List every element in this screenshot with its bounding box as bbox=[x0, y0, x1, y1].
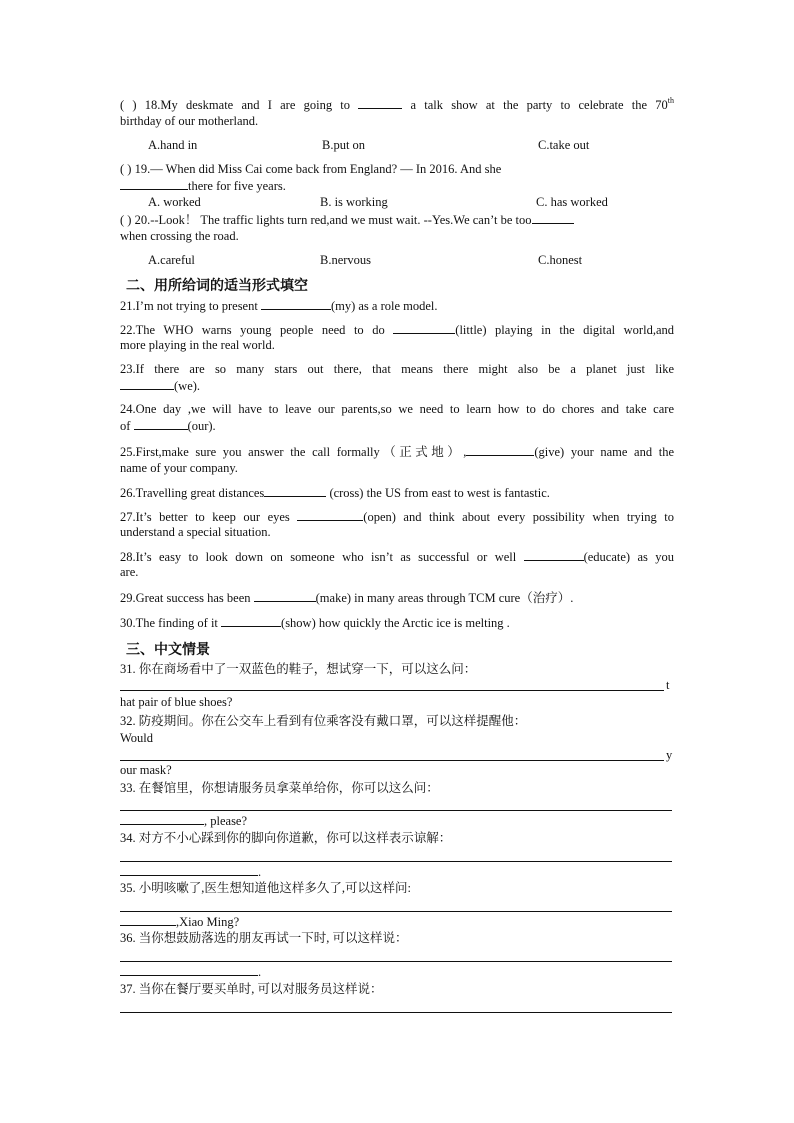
answer-line[interactable] bbox=[120, 1012, 672, 1013]
question-29: 29.Great success has been (make) in many areas through TCM cure（治疗）. bbox=[120, 591, 574, 605]
question-34-prompt: 34. 对方不小心踩到你的脚向你道歉，你可以这样表示谅解： bbox=[120, 831, 452, 845]
question-30: 30.The finding of it (show) how quickly the Arctic ice is melting . bbox=[120, 616, 510, 630]
question-18-line2: birthday of our motherland. bbox=[120, 114, 259, 128]
question-26: 26.Travelling great distances (cross) the US from east to west is fantastic. bbox=[120, 486, 550, 500]
question-24-line2: of (our). bbox=[120, 419, 216, 433]
question-33-prompt: 33. 在餐馆里，你想请服务员拿菜单给你，你可以这么问： bbox=[120, 781, 439, 795]
option-c[interactable]: C.take out bbox=[538, 138, 590, 152]
question-21: 21.I’m not trying to present (my) as a role model. bbox=[120, 299, 438, 313]
blank[interactable] bbox=[221, 614, 281, 627]
blank[interactable] bbox=[254, 589, 316, 602]
question-35-line2: ,Xiao Ming? bbox=[120, 913, 239, 930]
answer-line[interactable] bbox=[120, 861, 672, 862]
question-23-line2: (we). bbox=[120, 377, 200, 394]
question-24-line1: 24.One day ,we will have to leave our parents,so we need to learn how to do chores and take care bbox=[120, 402, 674, 416]
option-c[interactable]: C. has worked bbox=[536, 195, 608, 209]
worksheet-page: ( ) 18.My deskmate and I are going to a talk show at the party to celebrate the 70th birthday of our motherland. A.hand in B.put on C.take out ( ) 19.— When did Miss Cai come back from England? — In 2016. And she there for five years. A. worked B. is working C. has worked ( ) 20.--Look！ The traffic lights turn red,and we must wait. --Yes.We can’t be too when crossing the road. A.careful B.nervous C.honest 二、用所给词的适当形式填空 21.I’m not trying to present (my) as a role model. 22.The WHO warns young people need to do (little) playing in the digital world,and more playing in the real world. 23.If there are so many stars out there, that means there might also be a planet just like (we). 24.One day ,we will have to leave our parents,so we need to learn how to do chores and take care of (our). 25.First,make sure you answer the call formally（正式地）, (give) your name and the name of your company. 26.Travelling great distances (cross) the US from east to west is fantastic. 27.It’s better to keep our eyes (open) and think about every possibility when trying to understand a special situation. 28.It’s easy to look down on someone who isn’t as successful or well (educate) as you are. 29.Great success has been (make) in many areas through TCM cure（治疗）. 30.The finding of it (show) how quickly the Arctic ice is melting . 三、中文情景 31. 你在商场看中了一双蓝色的鞋子，想试穿一下，可以这么问： t hat pair of blue shoes? 32. 防疫期间。你在公交车上看到有位乘客没有戴口罩，可以这样提醒他： Would y our mask? 33. 在餐馆里，你想请服务员拿菜单给你，你可以这么问： , please? 34. 对方不小心踩到你的脚向你道歉，你可以这样表示谅解： . 35. 小明咳嗽了,医生想知道他这样多久了,可以这样问: ,Xiao Ming? 36. 当你想鼓励落选的朋友再试一下时, 可以这样说： . 37. 当你在餐厅要买单时, 可以对服务员这样说： bbox=[0, 0, 794, 1123]
blank[interactable] bbox=[524, 548, 584, 561]
question-19-line1: ( ) 19.— When did Miss Cai come back from England? — In 2016. And she bbox=[120, 162, 502, 176]
question-22-line2: more playing in the real world. bbox=[120, 338, 275, 352]
answer-line[interactable] bbox=[120, 961, 672, 962]
answer-paren: ( ) bbox=[120, 98, 137, 112]
option-a[interactable]: A.hand in bbox=[148, 138, 198, 152]
question-19-line2: there for five years. bbox=[120, 177, 286, 194]
question-36-prompt: 36. 当你想鼓励落选的朋友再试一下时, 可以这样说： bbox=[120, 931, 408, 945]
question-32-prompt: 32. 防疫期间。你在公交车上看到有位乘客没有戴口罩，可以这样提醒他： bbox=[120, 714, 527, 728]
question-20-line1: ( ) 20.--Look！ The traffic lights turn red,and we must wait. --Yes.We can’t be too bbox=[120, 211, 574, 228]
question-36-line2: . bbox=[120, 963, 261, 980]
option-b[interactable]: B. is working bbox=[320, 195, 388, 209]
answer-line[interactable] bbox=[120, 911, 672, 912]
question-27-line1: 27.It’s better to keep our eyes (open) and think about every possibility when trying to bbox=[120, 510, 674, 524]
question-31-line2: hat pair of blue shoes? bbox=[120, 695, 233, 709]
section-2-title: 二、用所给词的适当形式填空 bbox=[126, 278, 308, 294]
blank[interactable] bbox=[261, 297, 331, 310]
question-23-line1: 23.If there are so many stars out there, that means there might also be a planet just like bbox=[120, 362, 674, 376]
question-34-line2: . bbox=[120, 863, 261, 880]
question-27-line2: understand a special situation. bbox=[120, 525, 271, 539]
option-a[interactable]: A. worked bbox=[148, 195, 201, 209]
blank[interactable] bbox=[120, 963, 258, 976]
answer-paren: ( ) bbox=[120, 162, 132, 176]
blank[interactable] bbox=[120, 177, 188, 190]
question-25-line1: 25.First,make sure you answer the call formally（正式地）, (give) your name and the bbox=[120, 445, 674, 459]
option-a[interactable]: A.careful bbox=[148, 253, 195, 267]
question-37-prompt: 37. 当你在餐厅要买单时, 可以对服务员这样说： bbox=[120, 982, 383, 996]
blank[interactable] bbox=[120, 913, 176, 926]
question-35-prompt: 35. 小明咳嗽了,医生想知道他这样多久了,可以这样问: bbox=[120, 881, 411, 895]
question-20-line2: when crossing the road. bbox=[120, 229, 239, 243]
blank[interactable] bbox=[134, 417, 188, 430]
blank[interactable] bbox=[264, 484, 326, 497]
blank[interactable] bbox=[120, 863, 258, 876]
blank[interactable] bbox=[532, 211, 574, 224]
option-c[interactable]: C.honest bbox=[538, 253, 583, 267]
answer-line[interactable] bbox=[120, 810, 672, 811]
question-25-line2: name of your company. bbox=[120, 461, 238, 475]
question-18-line1: ( ) 18.My deskmate and I are going to a talk show at the party to celebrate the 70th bbox=[120, 96, 675, 112]
answer-line[interactable] bbox=[120, 760, 664, 761]
blank[interactable] bbox=[120, 812, 204, 825]
question-28-line2: are. bbox=[120, 565, 139, 579]
question-33-line2: , please? bbox=[120, 812, 247, 829]
question-28-line1: 28.It’s easy to look down on someone who isn’t as successful or well (educate) as you bbox=[120, 550, 674, 564]
section-3-title: 三、中文情景 bbox=[126, 642, 210, 658]
question-31-prompt: 31. 你在商场看中了一双蓝色的鞋子，想试穿一下，可以这么问： bbox=[120, 662, 477, 676]
answer-line[interactable] bbox=[120, 690, 664, 691]
blank[interactable] bbox=[466, 443, 534, 456]
option-b[interactable]: B.put on bbox=[322, 138, 366, 152]
question-32-line2: our mask? bbox=[120, 763, 172, 777]
blank[interactable] bbox=[358, 96, 402, 109]
blank[interactable] bbox=[120, 377, 174, 390]
question-22-line1: 22.The WHO warns young people need to do (little) playing in the digital world,and bbox=[120, 323, 674, 337]
blank[interactable] bbox=[297, 508, 363, 521]
blank[interactable] bbox=[393, 321, 455, 334]
answer-paren: ( ) bbox=[120, 213, 132, 227]
option-b[interactable]: B.nervous bbox=[320, 253, 372, 267]
